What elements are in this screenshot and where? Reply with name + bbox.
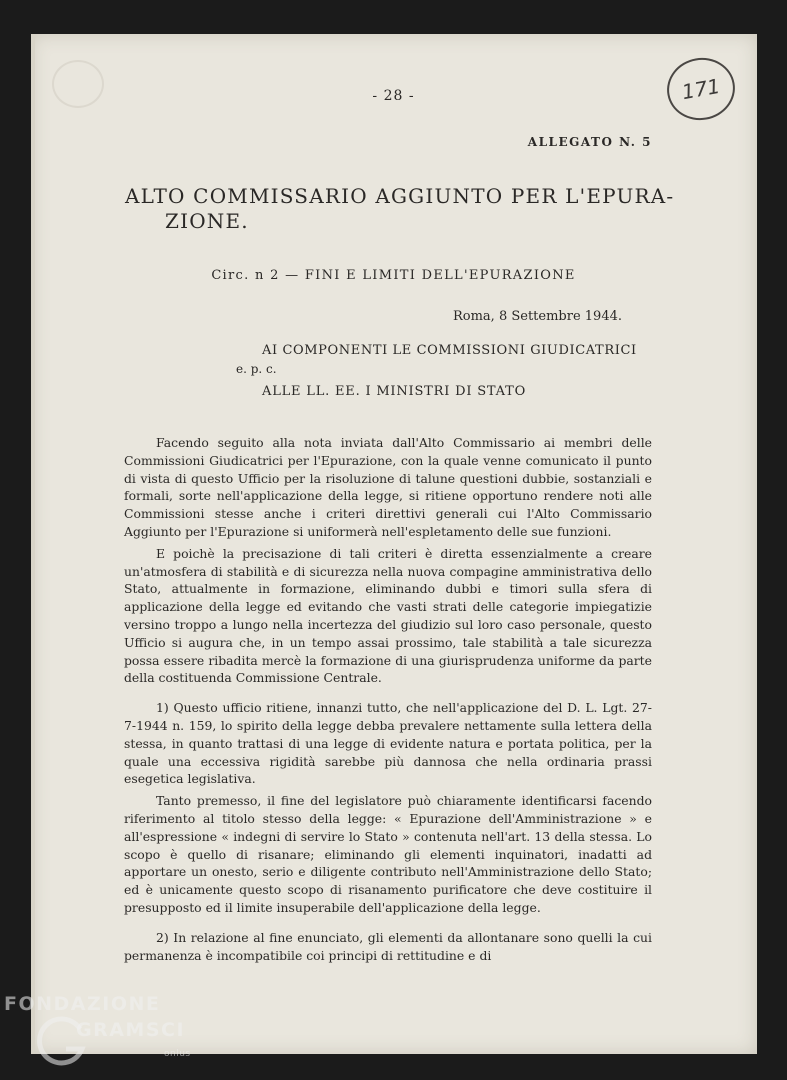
paragraph-4: Tanto premesso, il fine del legislatore può chiaramente identificarsi facendo riferimento al titolo stesso della legge: « Epurazione dell'Amministrazione » e all'espressione « indegni di servire lo Stato » contenuta nell'art. 13 della stessa. Lo scopo è quello di risanare; eliminando gli elementi inquinatori, inadatti ad apportare un onesto, serio e diligente contributo nell'Amministrazione dello Stato; ed è unicamente questo scopo di risanamento purificatore che deve costituire il presupposto ed il limite insuperabile dell'applicazione della legge. — [124, 793, 652, 915]
watermark-onlus: onlus — [164, 1049, 191, 1059]
archive-number: 171 — [680, 73, 722, 105]
document-date: Roma, 8 Settembre 1944. — [452, 309, 622, 324]
paragraph-3: 1) Questo ufficio ritiene, innanzi tutto, che nell'applicazione del D. L. Lgt. 27-7-1944 n. 159, lo spirito della legge debba prevalere nettamente sulla lettera della stessa, in quanto trattasi di una legge di evidente natura e portata politica, per la quale una eccessiva rigidità sarebbe più dannosa che nella ordinaria prassi esegetica legislativa. — [124, 700, 652, 787]
watermark-line-2: GRAMSCI — [76, 1019, 186, 1041]
document-body — [124, 434, 652, 964]
page-number: - 28 - — [372, 88, 415, 104]
recipient-secondary: ALLE LL. EE. I MINISTRI DI STATO — [262, 384, 527, 399]
title-line-1: ALTO COMMISSARIO AGGIUNTO PER L'EPURA- — [125, 184, 675, 208]
title-line-2: ZIONE. — [165, 209, 249, 233]
page-edge — [31, 34, 35, 1054]
document-title — [125, 184, 685, 234]
recipient-cc-label: e. p. c. — [236, 362, 277, 376]
paragraph-1: Facendo seguito alla nota inviata dall'Alto Commissario ai membri delle Commissioni Giudicatrici per l'Epurazione, con la quale venne comunicato il punto di vista di questo Ufficio per la risoluzione di talune questioni dubbie, sostanziali e formali, sorte nell'applicazione della legge, si ritiene opportuno rendere noti alle Commissioni stesse anche i criteri direttivi generali cui l'Alto Commissario Aggiunto per l'Epurazione si uniformerà nell'espletamento delle sue funzioni. — [124, 435, 652, 539]
circular-heading: Circ. n 2 — FINI E LIMITI DELL'EPURAZIONE — [211, 268, 576, 283]
paragraph-2: E poichè la precisazione di tali criteri è diretta essenzialmente a creare un'atmosfera di stabilità e di sicurezza nella nuova compagine amministrativa dello Stato, attualmente in formazione, eliminando dubbi e timori sulla sfera di applicazione della legge ed evitando che vasti strati delle categorie impiegatizie versino troppo a lungo nella incertezza del giudizio sul loro caso personale, questo Ufficio si augura che, in un tempo assai prossimo, tale stabilità a tale sicurezza possa essere ribadita mercè la formazione di una giurisprudenza uniforme da parte della costituenda Commissione Centrale. — [124, 545, 652, 686]
watermark-line-1: FONDAZIONE — [4, 993, 161, 1015]
allegato-label: ALLEGATO N. 5 — [527, 135, 652, 149]
watermark — [4, 993, 204, 1073]
paragraph-5: 2) In relazione al fine enunciato, gli elementi da allontanare sono quelli la cui permanenza è incompatibile coi principi di rettitudine e di — [124, 929, 652, 963]
recipient-primary: AI COMPONENTI LE COMMISSIONI GIUDICATRICI — [262, 343, 637, 358]
